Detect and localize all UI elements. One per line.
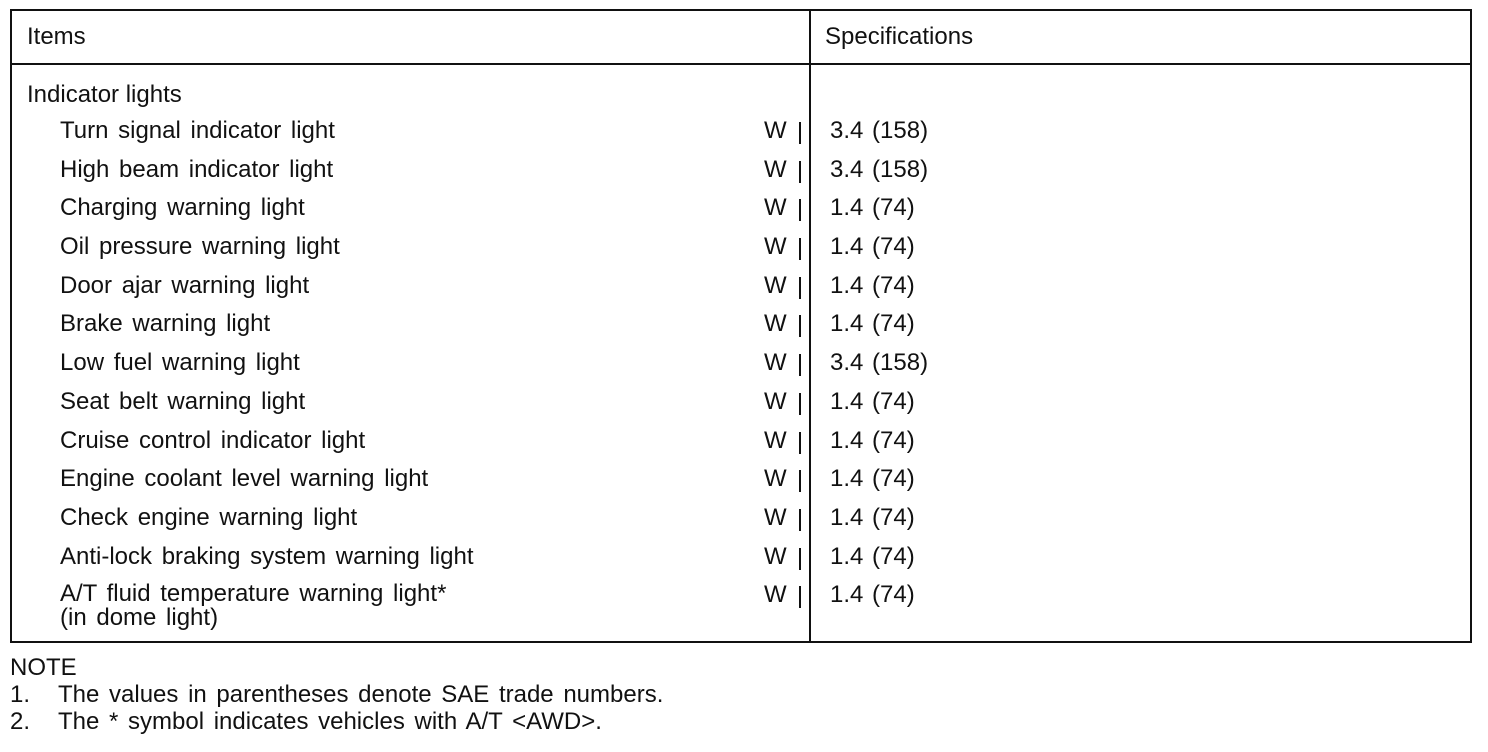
specifications-table — [10, 9, 1472, 643]
item-spec: 1.4 (74) — [830, 233, 915, 261]
item-name: Door ajar warning light — [60, 271, 310, 299]
table-row — [12, 348, 1470, 387]
item-name: Turn signal indicator light — [60, 117, 335, 144]
item-unit: W — [764, 465, 787, 493]
note-text: The * symbol indicates vehicles with A/T <AWD>. — [58, 708, 602, 735]
table-row — [12, 271, 1470, 310]
table-row — [12, 426, 1470, 465]
note-title: NOTE — [10, 654, 77, 681]
table-row — [12, 309, 1470, 348]
item-unit: W — [764, 349, 787, 377]
item-name: Anti-lock braking system warning light — [60, 542, 474, 570]
item-name: High beam indicator light — [60, 155, 334, 183]
note-number: 2. — [10, 708, 31, 735]
item-name: Seat belt warning light — [60, 387, 306, 415]
item-unit: W — [764, 233, 787, 261]
item-spec: 3.4 (158) — [830, 117, 929, 144]
group-title: Indicator lights — [27, 81, 182, 108]
item-unit: W — [764, 310, 787, 338]
header-items: Items — [27, 23, 86, 50]
item-spec: 3.4 (158) — [830, 155, 929, 183]
table-row — [12, 464, 1470, 503]
item-name — [60, 582, 446, 630]
item-unit: W — [764, 426, 787, 454]
table-header-row — [12, 11, 1470, 65]
unit-divider — [799, 548, 801, 570]
item-name: Oil pressure warning light — [60, 233, 340, 261]
note-number: 1. — [10, 681, 31, 708]
item-name: Check engine warning light — [60, 503, 358, 531]
item-spec: 1.4 (74) — [830, 503, 915, 531]
item-spec: 3.4 (158) — [830, 349, 929, 377]
unit-divider — [799, 199, 801, 221]
item-spec: 1.4 (74) — [830, 194, 915, 222]
item-unit: W — [764, 155, 787, 183]
table-row — [12, 387, 1470, 426]
item-spec: 1.4 (74) — [830, 542, 915, 570]
note-text: The values in parentheses denote SAE trade numbers. — [58, 681, 664, 708]
item-name: Engine coolant level warning light — [60, 465, 429, 493]
item-name: Cruise control indicator light — [60, 426, 366, 454]
unit-divider — [799, 161, 801, 183]
item-name: Brake warning light — [60, 310, 271, 338]
unit-divider — [799, 354, 801, 376]
unit-divider — [799, 432, 801, 454]
table-row — [12, 116, 1470, 155]
item-unit: W — [764, 542, 787, 570]
item-unit: W — [764, 271, 787, 299]
item-name-main: A/T fluid temperature warning light* — [60, 580, 447, 608]
unit-divider — [799, 122, 801, 144]
item-name: Charging warning light — [60, 194, 305, 222]
item-unit: W — [764, 581, 787, 609]
note-item — [10, 681, 663, 708]
unit-divider — [799, 277, 801, 299]
item-spec: 1.4 (74) — [830, 426, 915, 454]
item-unit: W — [764, 194, 787, 222]
note-section — [10, 654, 663, 735]
unit-divider — [799, 509, 801, 531]
table-row — [12, 503, 1470, 542]
table-body — [12, 116, 1470, 632]
item-unit: W — [764, 387, 787, 415]
item-spec: 1.4 (74) — [830, 271, 915, 299]
table-row — [12, 542, 1470, 581]
note-item — [10, 708, 663, 735]
header-specifications: Specifications — [825, 23, 974, 50]
item-unit: W — [764, 503, 787, 531]
item-spec: 1.4 (74) — [830, 310, 915, 338]
item-spec: 1.4 (74) — [830, 465, 915, 493]
item-unit: W — [764, 117, 787, 144]
table-row — [12, 155, 1470, 194]
item-name-sub: (in dome light) — [60, 604, 219, 632]
item-spec: 1.4 (74) — [830, 581, 915, 609]
table-row — [12, 580, 1470, 632]
table-row — [12, 193, 1470, 232]
unit-divider — [799, 470, 801, 492]
unit-divider — [799, 586, 801, 608]
unit-divider — [799, 315, 801, 337]
item-name: Low fuel warning light — [60, 349, 300, 377]
table-row — [12, 232, 1470, 271]
item-spec: 1.4 (74) — [830, 387, 915, 415]
unit-divider — [799, 238, 801, 260]
unit-divider — [799, 393, 801, 415]
